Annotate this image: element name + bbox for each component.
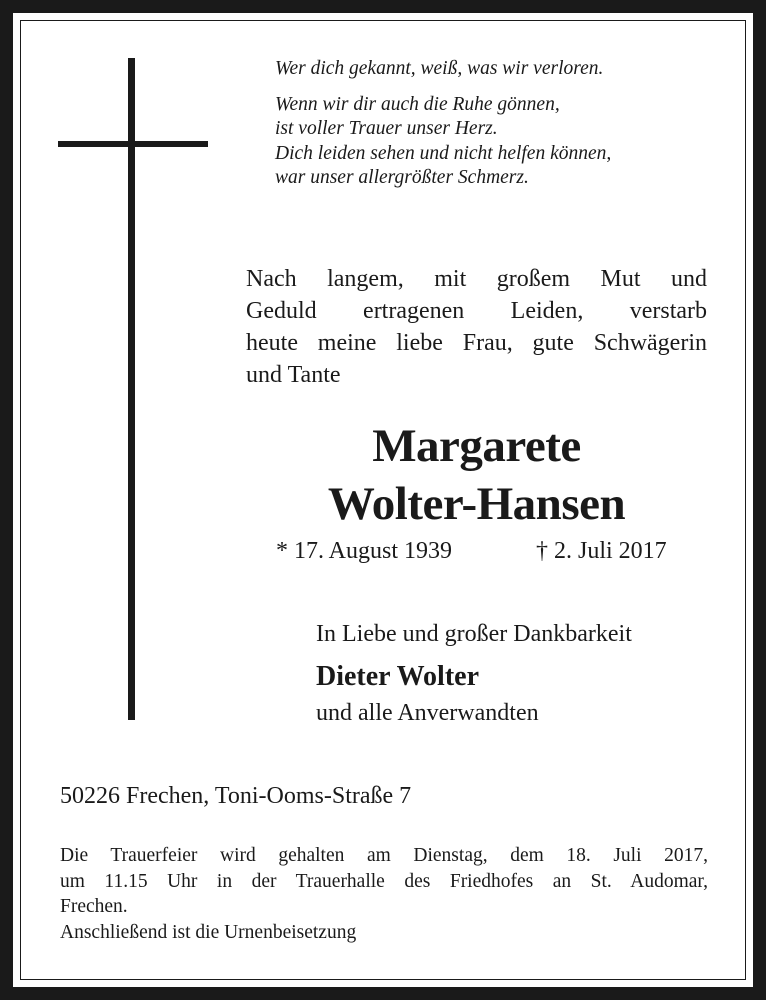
poem-line: war unser allergrößter Schmerz. [275, 167, 529, 188]
poem-line: Wer dich gekannt, weiß, was wir verloren. [275, 58, 604, 79]
notice-line: Die Trauerfeier wird gehalten am Dienstag, dem 18. Juli 2017, [60, 845, 708, 866]
death-date: † 2. Juli 2017 [536, 538, 667, 564]
death-announcement-text [246, 263, 707, 391]
notice-line: Anschließend ist die Urnenbeisetzung [60, 921, 357, 943]
dedication-text: In Liebe und großer Dankbarkeit [316, 621, 632, 647]
notice-line: Frechen. [60, 896, 128, 917]
notice-line: um 11.15 Uhr in der Trauerhalle des Friedhofes an St. Audomar, [60, 870, 708, 892]
announcement-line: Geduld ertragenen Leiden, verstarb [246, 298, 707, 324]
cross-horizontal-beam [58, 141, 208, 147]
poem-line: ist voller Trauer unser Herz. [275, 118, 498, 139]
deceased-last-name: Wolter-Hansen [327, 478, 626, 530]
funeral-notice [60, 843, 708, 945]
poem [275, 57, 725, 191]
announcement-line: heute meine liebe Frau, gute Schwägerin [246, 330, 707, 356]
address: 50226 Frechen, Toni-Ooms-Straße 7 [60, 783, 412, 809]
cross-vertical-beam [128, 58, 135, 720]
birth-date: * 17. August 1939 [276, 538, 453, 564]
mourner-others: und alle Anverwandten [316, 700, 539, 726]
poem-line: Wenn wir dir auch die Ruhe gönnen, [275, 93, 560, 115]
announcement-line: Nach langem, mit großem Mut und [246, 266, 707, 292]
mourner-name: Dieter Wolter [316, 661, 480, 692]
deceased-first-name: Margarete [372, 420, 581, 472]
announcement-line: und Tante [246, 362, 341, 388]
poem-line: Dich leiden sehen und nicht helfen können, [275, 142, 612, 164]
